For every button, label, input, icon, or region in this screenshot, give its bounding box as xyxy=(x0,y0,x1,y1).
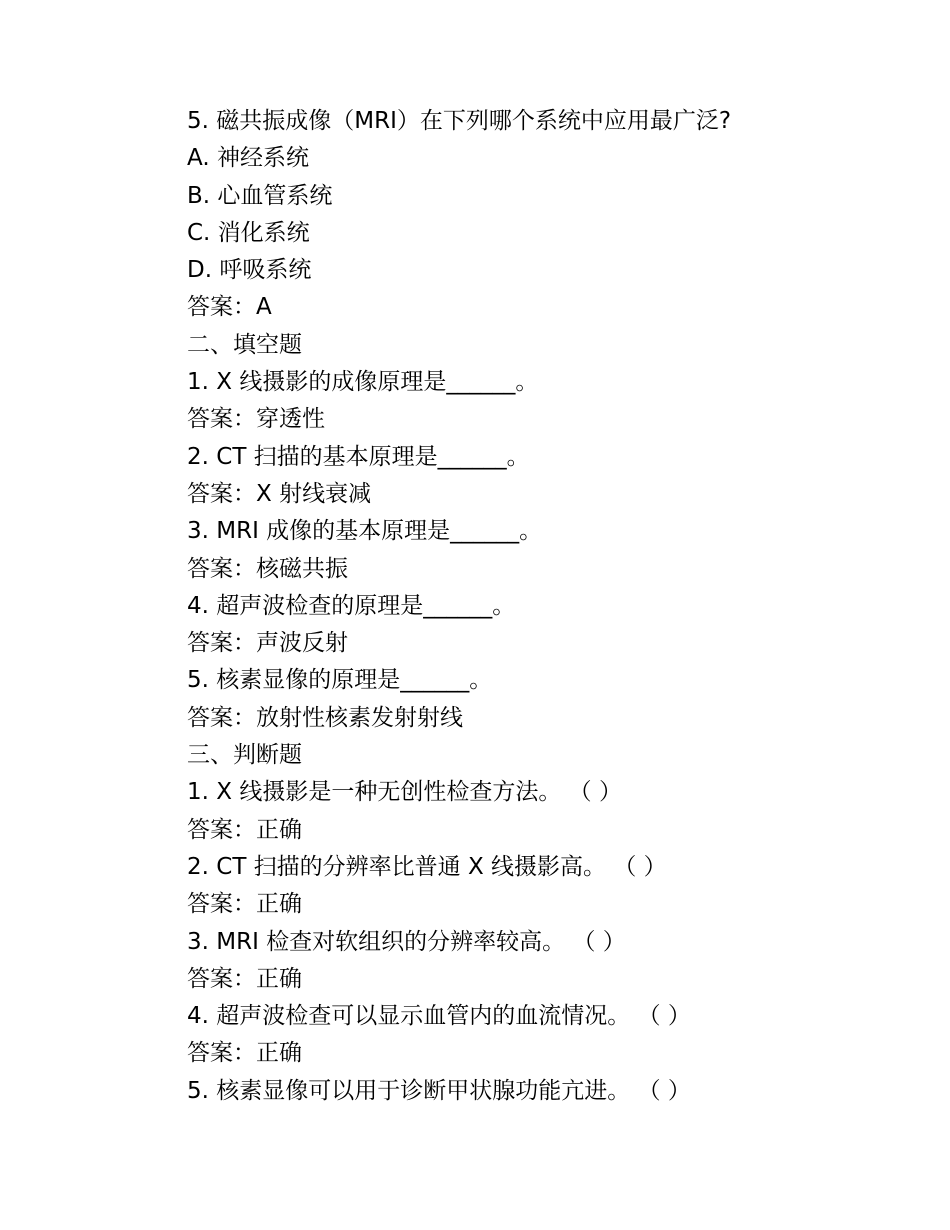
document-page xyxy=(187,103,887,1110)
question-tf-1: 1. X 线摄影是一种无创性检查方法。 （ ） xyxy=(187,779,622,806)
answer-fill-3: 答案：核磁共振 xyxy=(187,555,348,582)
question-tf-2: 2. CT 扫描的分辨率比普通 X 线摄影高。 （ ） xyxy=(187,853,667,880)
answer-tf-4: 答案：正确 xyxy=(187,1040,302,1067)
question-fill-3: 3. MRI 成像的基本原理是______。 xyxy=(187,518,543,545)
question-fill-4: 4. 超声波检查的原理是______。 xyxy=(187,592,516,619)
option-c: C. 消化系统 xyxy=(187,219,310,246)
answer-tf-2: 答案：正确 xyxy=(187,891,302,918)
answer-fill-5: 答案：放射性核素发射射线 xyxy=(187,704,463,731)
option-a: A. 神经系统 xyxy=(187,145,309,172)
answer-fill-2: 答案：X 射线衰减 xyxy=(187,480,372,507)
answer-fill-1: 答案：穿透性 xyxy=(187,406,325,433)
section-heading-fill-blank: 二、填空题 xyxy=(187,331,302,358)
answer-tf-3: 答案：正确 xyxy=(187,965,302,992)
answer-tf-1: 答案：正确 xyxy=(187,816,302,843)
question-tf-5: 5. 核素显像可以用于诊断甲状腺功能亢进。 （ ） xyxy=(187,1077,691,1104)
answer-fill-4: 答案：声波反射 xyxy=(187,630,348,657)
option-b: B. 心血管系统 xyxy=(187,182,333,209)
section-heading-true-false: 三、判断题 xyxy=(187,742,302,769)
question-tf-4: 4. 超声波检查可以显示血管内的血流情况。 （ ） xyxy=(187,1003,691,1030)
question-tf-3: 3. MRI 检查对软组织的分辨率较高。 （ ） xyxy=(187,928,626,955)
question-fill-5: 5. 核素显像的原理是______。 xyxy=(187,667,493,694)
answer-mc-5: 答案：A xyxy=(187,294,272,321)
option-d: D. 呼吸系统 xyxy=(187,257,312,284)
question-mc-5: 5. 磁共振成像（MRI）在下列哪个系统中应用最广泛? xyxy=(187,108,732,134)
question-fill-1: 1. X 线摄影的成像原理是______。 xyxy=(187,369,539,396)
question-fill-2: 2. CT 扫描的基本原理是______。 xyxy=(187,443,530,470)
